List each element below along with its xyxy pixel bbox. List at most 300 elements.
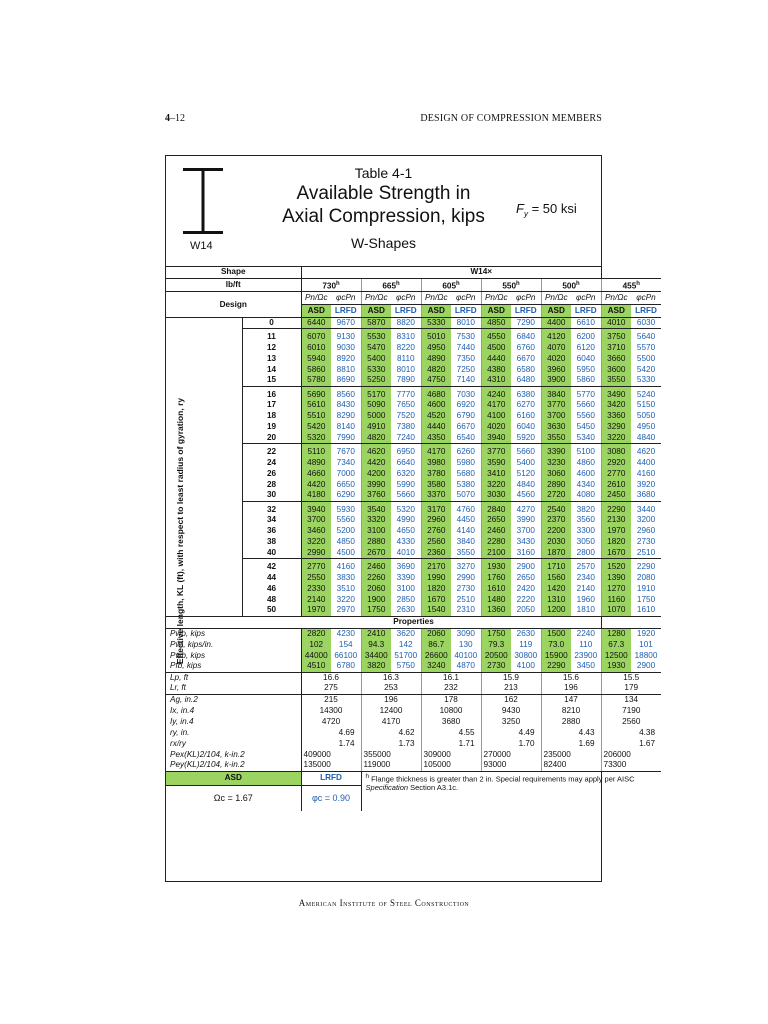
lrfd-value: 2080 bbox=[636, 572, 656, 582]
asd-value: 2140 bbox=[301, 594, 331, 605]
lrfd-value: 5150 bbox=[636, 400, 656, 410]
property-value: 2630 bbox=[516, 628, 535, 638]
property-value: 253 bbox=[361, 683, 421, 694]
property-row bbox=[166, 628, 661, 639]
asd-value: 3700 bbox=[301, 515, 331, 526]
table-frame bbox=[165, 155, 658, 882]
lrfd-value: 8920 bbox=[336, 353, 355, 363]
property-row bbox=[166, 683, 661, 694]
kl-value: 20 bbox=[242, 433, 301, 444]
property-value: 196 bbox=[541, 683, 601, 694]
property-label: Pex(KL)2/104, k-in.2 bbox=[166, 749, 301, 760]
lrfd-value: 6950 bbox=[396, 447, 415, 457]
lrfd-value: 5050 bbox=[636, 411, 656, 421]
lrfd-value: 7250 bbox=[456, 364, 475, 374]
kl-value: 12 bbox=[242, 342, 301, 353]
asd-value: 1420 bbox=[541, 583, 571, 594]
lrfd-label: LRFD bbox=[391, 305, 421, 318]
lrfd-value: 6320 bbox=[396, 468, 415, 478]
asd-value: 5940 bbox=[301, 353, 331, 364]
lrfd-value: 3100 bbox=[396, 583, 415, 593]
property-value: 4510 bbox=[301, 661, 331, 672]
asd-symbol: Pn/Ωc bbox=[481, 292, 511, 305]
asd-value: 2990 bbox=[301, 548, 331, 559]
lrfd-value: 2510 bbox=[631, 548, 661, 559]
property-value: 4720 bbox=[321, 716, 341, 726]
asd-value: 3100 bbox=[361, 526, 391, 537]
property-value: 2730 bbox=[481, 661, 511, 672]
lrfd-value: 5770 bbox=[576, 389, 595, 399]
lrfd-value: 2960 bbox=[636, 526, 656, 536]
property-value: 6780 bbox=[331, 661, 361, 672]
asd-value: 3420 bbox=[601, 400, 631, 411]
property-value: 79.3 bbox=[481, 639, 511, 650]
property-value: 2240 bbox=[576, 628, 595, 638]
lrfd-value: 5070 bbox=[451, 490, 481, 501]
lrfd-value: 2570 bbox=[576, 562, 595, 572]
asd-value: 4910 bbox=[361, 422, 391, 433]
asd-value: 2170 bbox=[421, 559, 451, 573]
asd-value: 2560 bbox=[421, 537, 451, 548]
lrfd-value: 3550 bbox=[451, 548, 481, 559]
property-label: Lr, ft bbox=[166, 683, 301, 694]
asd-value: 2890 bbox=[541, 479, 571, 490]
lrfd-value: 8820 bbox=[391, 318, 421, 329]
footnote-section: Section A3.1c. bbox=[408, 783, 459, 793]
asd-value: 3770 bbox=[481, 444, 511, 458]
property-label: rx/ry bbox=[166, 738, 301, 749]
asd-value: 3550 bbox=[541, 433, 571, 444]
lrfd-value: 3690 bbox=[396, 562, 415, 572]
property-value: 2820 bbox=[301, 628, 331, 639]
lrfd-value: 6640 bbox=[396, 457, 415, 467]
asd-value: 3290 bbox=[601, 422, 631, 433]
property-label: ry, in. bbox=[166, 727, 301, 738]
property-value: 16.6 bbox=[323, 672, 339, 682]
y-axis-cell bbox=[166, 318, 242, 617]
lrfd-value: 4160 bbox=[336, 562, 355, 572]
lrfd-value: 4620 bbox=[636, 447, 656, 457]
lrfd-value: 8110 bbox=[396, 353, 415, 363]
asd-value: 2550 bbox=[301, 572, 331, 583]
y-axis-label: Effective length, KL (ft), with respect to least radius of gyration, ry bbox=[175, 397, 185, 665]
lrfd-value: 4840 bbox=[631, 433, 661, 444]
kl-value: 28 bbox=[242, 479, 301, 490]
asd-value: 1670 bbox=[421, 594, 451, 605]
asd-value: 4620 bbox=[361, 444, 391, 458]
lrfd-value: 2220 bbox=[516, 594, 535, 604]
lrfd-value: 1750 bbox=[636, 594, 656, 604]
asd-value: 4820 bbox=[421, 364, 451, 375]
lrfd-value: 5660 bbox=[516, 447, 535, 457]
lrfd-value: 8560 bbox=[336, 389, 355, 399]
lrfd-value: 7140 bbox=[451, 375, 481, 386]
lrfd-value: 2990 bbox=[456, 572, 475, 582]
property-label: Ix, in.4 bbox=[166, 705, 301, 716]
lrfd-value: 6260 bbox=[456, 447, 475, 457]
lrfd-value: 4160 bbox=[636, 468, 656, 478]
lrfd-value: 2970 bbox=[331, 605, 361, 616]
lrfd-value: 4990 bbox=[396, 515, 415, 525]
lrfd-value: 6040 bbox=[576, 353, 595, 363]
kl-value: 42 bbox=[242, 559, 301, 573]
property-value: 4870 bbox=[451, 661, 481, 672]
lrfd-value: 4840 bbox=[516, 479, 535, 489]
asd-value: 5170 bbox=[361, 386, 391, 400]
property-value: 1.71 bbox=[421, 738, 481, 749]
omega-value: Ωc = 1.67 bbox=[166, 785, 301, 811]
lrfd-value: 2140 bbox=[576, 583, 595, 593]
lrfd-value: 4500 bbox=[331, 548, 361, 559]
asd-value: 2650 bbox=[481, 515, 511, 526]
asd-value: 4660 bbox=[301, 468, 331, 479]
property-value: 4.38 bbox=[601, 727, 661, 738]
property-value: 1920 bbox=[636, 628, 656, 638]
property-row bbox=[166, 705, 661, 716]
property-value: 7190 bbox=[601, 705, 661, 716]
asd-value: 3360 bbox=[601, 411, 631, 422]
lrfd-value: 5420 bbox=[636, 364, 656, 374]
property-value: 105000 bbox=[421, 760, 481, 771]
asd-label: ASD bbox=[481, 305, 511, 318]
lrfd-value: 9670 bbox=[331, 318, 361, 329]
property-value: 15.5 bbox=[601, 672, 661, 683]
property-value: 1.70 bbox=[481, 738, 541, 749]
weight-label: 455$^h$ bbox=[601, 278, 661, 292]
property-value: 3090 bbox=[456, 628, 475, 638]
property-label: Pwi, kips/in. bbox=[166, 639, 301, 650]
property-value: 135000 bbox=[301, 760, 361, 771]
property-value: 162 bbox=[481, 694, 541, 705]
property-value: 235000 bbox=[541, 749, 601, 760]
property-value: 206000 bbox=[601, 749, 661, 760]
lrfd-value: 4400 bbox=[636, 457, 656, 467]
asd-value: 5000 bbox=[361, 411, 391, 422]
kl-value: 15 bbox=[242, 375, 301, 386]
property-label: Lp, ft bbox=[166, 672, 301, 683]
asd-value: 4240 bbox=[481, 386, 511, 400]
asd-value: 5780 bbox=[301, 375, 331, 386]
lrfd-value: 6650 bbox=[336, 479, 355, 489]
property-value: 147 bbox=[541, 694, 601, 705]
asd-value: 1930 bbox=[481, 559, 511, 573]
footnote-spec: Specification bbox=[365, 783, 409, 793]
lrfd-value: 6380 bbox=[516, 389, 535, 399]
lrfd-symbol: φcPn bbox=[391, 292, 421, 305]
property-value: 10800 bbox=[421, 705, 481, 716]
running-title: DESIGN OF COMPRESSION MEMBERS bbox=[420, 113, 602, 124]
lrfd-value: 6120 bbox=[576, 342, 595, 352]
asd-symbol: Pn/Ωc bbox=[361, 292, 391, 305]
lrfd-value: 8430 bbox=[336, 400, 355, 410]
asd-value: 3220 bbox=[481, 479, 511, 490]
lrfd-value: 6160 bbox=[516, 411, 535, 421]
asd-value: 1310 bbox=[541, 594, 571, 605]
asd-value: 2200 bbox=[541, 526, 571, 537]
lrfd-value: 3990 bbox=[516, 515, 535, 525]
asd-value: 5110 bbox=[301, 444, 331, 458]
weight-label: 730$^h$ bbox=[301, 278, 361, 292]
asd-value: 2280 bbox=[481, 537, 511, 548]
property-value: 1750 bbox=[481, 628, 511, 639]
lrfd-factor-label: LRFD bbox=[301, 771, 361, 785]
phi-value: φc = 0.90 bbox=[301, 785, 361, 811]
property-row bbox=[166, 738, 661, 749]
strength-table bbox=[166, 266, 661, 811]
properties-header: Properties bbox=[166, 616, 661, 628]
asd-value: 4890 bbox=[301, 457, 331, 468]
lrfd-value: 3510 bbox=[336, 583, 355, 593]
property-row bbox=[166, 760, 661, 771]
property-value: 15900 bbox=[541, 650, 571, 661]
asd-value: 3490 bbox=[601, 386, 631, 400]
asd-label: ASD bbox=[361, 305, 391, 318]
lrfd-value: 6840 bbox=[516, 332, 535, 342]
kl-value: 30 bbox=[242, 490, 301, 501]
asd-value: 1970 bbox=[601, 526, 631, 537]
asd-value: 4350 bbox=[421, 433, 451, 444]
property-row bbox=[166, 672, 661, 683]
asd-factor-label: ASD bbox=[166, 771, 301, 785]
lrfd-value: 3560 bbox=[576, 515, 595, 525]
lrfd-value: 7000 bbox=[336, 468, 355, 478]
asd-value: 1480 bbox=[481, 594, 511, 605]
lrfd-value: 4140 bbox=[456, 526, 475, 536]
property-value: 1.74 bbox=[338, 738, 355, 748]
asd-value: 4380 bbox=[481, 364, 511, 375]
lrfd-value: 3430 bbox=[516, 537, 535, 547]
lrfd-value: 4560 bbox=[511, 490, 541, 501]
asd-value: 1200 bbox=[541, 605, 571, 616]
asd-symbol: Pn/Ωc bbox=[301, 292, 331, 305]
asd-value: 3840 bbox=[541, 386, 571, 400]
asd-value: 3170 bbox=[421, 501, 451, 515]
asd-value: 6070 bbox=[301, 329, 331, 343]
asd-value: 3540 bbox=[361, 501, 391, 515]
property-value: 134 bbox=[601, 694, 661, 705]
lrfd-value: 6790 bbox=[456, 411, 475, 421]
weight-label: 665$^h$ bbox=[361, 278, 421, 292]
asd-value: 4180 bbox=[301, 490, 331, 501]
property-value: 26600 bbox=[421, 650, 451, 661]
asd-value: 3370 bbox=[421, 490, 451, 501]
lrfd-value: 5340 bbox=[571, 433, 601, 444]
kl-value: 50 bbox=[242, 605, 301, 616]
property-value: 119000 bbox=[361, 760, 421, 771]
property-value: 2900 bbox=[631, 661, 661, 672]
asd-value: 3980 bbox=[421, 457, 451, 468]
property-value: 16.3 bbox=[361, 672, 421, 683]
lrfd-value: 3220 bbox=[336, 594, 355, 604]
lrfd-label: LRFD bbox=[631, 305, 661, 318]
asd-value: 5400 bbox=[361, 353, 391, 364]
footnote-text: Flange thickness is greater than 2 in. Special requirements may apply per AISC bbox=[369, 774, 635, 784]
asd-value: 4890 bbox=[421, 353, 451, 364]
weight-row bbox=[166, 278, 661, 292]
lrfd-value: 5660 bbox=[576, 400, 595, 410]
asd-value: 5420 bbox=[301, 422, 331, 433]
page-number: 4–12 bbox=[165, 113, 185, 124]
property-value: 2560 bbox=[601, 716, 661, 727]
lrfd-value: 1960 bbox=[576, 594, 595, 604]
asd-value: 3940 bbox=[301, 501, 331, 515]
property-value: 309000 bbox=[421, 749, 481, 760]
lrfd-value: 3200 bbox=[636, 515, 656, 525]
lrfd-value: 4650 bbox=[396, 526, 415, 536]
asd-value: 3900 bbox=[541, 375, 571, 386]
lrfd-label: LRFD bbox=[571, 305, 601, 318]
asd-value: 1710 bbox=[541, 559, 571, 573]
property-value: 14300 bbox=[319, 705, 343, 715]
asd-value: 2670 bbox=[361, 548, 391, 559]
title-box bbox=[166, 156, 601, 267]
asd-value: 4950 bbox=[421, 342, 451, 353]
lrfd-value: 2730 bbox=[456, 583, 475, 593]
asd-value: 4500 bbox=[481, 342, 511, 353]
lrfd-value: 5570 bbox=[636, 342, 656, 352]
kl-value: 16 bbox=[242, 386, 301, 400]
property-value: 16.1 bbox=[421, 672, 481, 683]
kl-value: 26 bbox=[242, 468, 301, 479]
asd-symbol: Pn/Ωc bbox=[601, 292, 631, 305]
asd-value: 4070 bbox=[541, 342, 571, 353]
asd-value: 1610 bbox=[481, 583, 511, 594]
lrfd-value: 6290 bbox=[331, 490, 361, 501]
property-value: 130 bbox=[458, 639, 473, 649]
property-value: 18800 bbox=[634, 650, 658, 660]
property-value: 34400 bbox=[361, 650, 391, 661]
lrfd-value: 5660 bbox=[391, 490, 421, 501]
lrfd-value: 6540 bbox=[451, 433, 481, 444]
kl-value: 40 bbox=[242, 548, 301, 559]
lrfd-value: 6040 bbox=[516, 422, 535, 432]
lrfd-value: 6670 bbox=[456, 422, 475, 432]
asd-value: 3760 bbox=[361, 490, 391, 501]
lrfd-value: 6920 bbox=[456, 400, 475, 410]
property-value: 1.67 bbox=[601, 738, 661, 749]
property-row bbox=[166, 650, 661, 661]
asd-value: 4010 bbox=[601, 318, 631, 329]
asd-value: 1390 bbox=[601, 572, 631, 583]
lrfd-value: 2310 bbox=[451, 605, 481, 616]
asd-value: 3030 bbox=[481, 490, 511, 501]
asd-value: 4200 bbox=[361, 468, 391, 479]
property-value: 12400 bbox=[361, 705, 421, 716]
asd-value: 4850 bbox=[481, 318, 511, 329]
lrfd-value: 2850 bbox=[396, 594, 415, 604]
lrfd-value: 6760 bbox=[516, 342, 535, 352]
lrfd-value: 3920 bbox=[636, 479, 656, 489]
properties-header-row bbox=[166, 616, 661, 628]
kl-value: 32 bbox=[242, 501, 301, 515]
property-label: Pfb, kips bbox=[166, 661, 301, 672]
lrfd-value: 4080 bbox=[571, 490, 601, 501]
lrfd-value: 5120 bbox=[516, 468, 535, 478]
property-value: 51700 bbox=[394, 650, 418, 660]
property-value: 4230 bbox=[336, 628, 355, 638]
lrfd-value: 6200 bbox=[576, 332, 595, 342]
asd-value: 3550 bbox=[601, 375, 631, 386]
property-value: 101 bbox=[639, 639, 653, 649]
asd-value: 4120 bbox=[541, 329, 571, 343]
property-label: Pey(KL)2/104, k-in.2 bbox=[166, 760, 301, 771]
asd-value: 3060 bbox=[541, 468, 571, 479]
property-value: 179 bbox=[601, 683, 661, 694]
property-label: Ag, in.2 bbox=[166, 694, 301, 705]
property-value: 178 bbox=[421, 694, 481, 705]
asd-value: 3750 bbox=[601, 329, 631, 343]
property-value: 23900 bbox=[574, 650, 598, 660]
asd-value: 5870 bbox=[361, 318, 391, 329]
lrfd-value: 4270 bbox=[516, 504, 535, 514]
asd-value: 1970 bbox=[301, 605, 331, 616]
property-label: Iy, in.4 bbox=[166, 716, 301, 727]
lrfd-value: 9030 bbox=[336, 342, 355, 352]
property-value: 2060 bbox=[421, 628, 451, 639]
asd-value: 3770 bbox=[541, 400, 571, 411]
asd-value: 3600 bbox=[601, 364, 631, 375]
property-value: 30800 bbox=[514, 650, 538, 660]
lrfd-value: 8690 bbox=[331, 375, 361, 386]
lrfd-value: 5680 bbox=[456, 468, 475, 478]
asd-value: 1750 bbox=[361, 605, 391, 616]
asd-value: 3590 bbox=[481, 457, 511, 468]
asd-value: 2840 bbox=[481, 501, 511, 515]
table-title-line2: Axial Compression, kips bbox=[282, 206, 485, 227]
lrfd-value: 7520 bbox=[396, 411, 415, 421]
property-value: 4.49 bbox=[481, 727, 541, 738]
asd-value: 4020 bbox=[481, 422, 511, 433]
lrfd-value: 7440 bbox=[456, 342, 475, 352]
property-value: 67.3 bbox=[601, 639, 631, 650]
property-value: 3820 bbox=[361, 661, 391, 672]
kl-value: 34 bbox=[242, 515, 301, 526]
lrfd-value: 8310 bbox=[396, 332, 415, 342]
asd-value: 1070 bbox=[601, 605, 631, 616]
asd-value: 5510 bbox=[301, 411, 331, 422]
lrfd-value: 5640 bbox=[636, 332, 656, 342]
asd-value: 3080 bbox=[601, 444, 631, 458]
asd-value: 5090 bbox=[361, 400, 391, 411]
lrfd-value: 1610 bbox=[631, 605, 661, 616]
lrfd-value: 2420 bbox=[516, 583, 535, 593]
lrfd-value: 2630 bbox=[391, 605, 421, 616]
lrfd-value: 6270 bbox=[516, 400, 535, 410]
asd-value: 3410 bbox=[481, 468, 511, 479]
lrfd-value: 3050 bbox=[576, 537, 595, 547]
property-value: 1280 bbox=[601, 628, 631, 639]
lrfd-value: 4450 bbox=[456, 515, 475, 525]
shape-row bbox=[166, 266, 661, 278]
lrfd-value: 3680 bbox=[631, 490, 661, 501]
asd-value: 2460 bbox=[361, 559, 391, 573]
asd-value: 2770 bbox=[601, 468, 631, 479]
footnote-marker: h bbox=[365, 772, 369, 780]
lrfd-value: 8140 bbox=[336, 422, 355, 432]
property-value: 232 bbox=[421, 683, 481, 694]
asd-value: 3960 bbox=[541, 364, 571, 375]
kl-value: 24 bbox=[242, 457, 301, 468]
shape-header: Shape bbox=[166, 266, 301, 278]
lrfd-value: 8010 bbox=[451, 318, 481, 329]
asd-value: 3220 bbox=[601, 433, 631, 444]
lrfd-value: 6610 bbox=[571, 318, 601, 329]
asd-value: 2360 bbox=[421, 548, 451, 559]
lrfd-value: 7770 bbox=[396, 389, 415, 399]
lrfd-value: 5100 bbox=[576, 447, 595, 457]
lrfd-value: 7380 bbox=[396, 422, 415, 432]
asd-value: 1670 bbox=[601, 548, 631, 559]
